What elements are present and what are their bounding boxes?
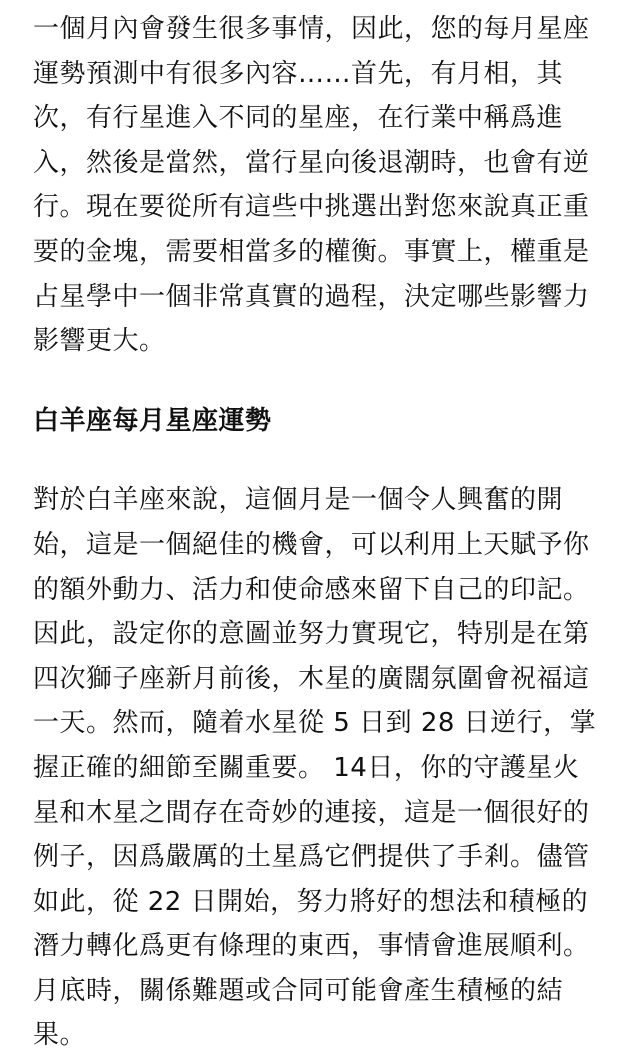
article-body xyxy=(33,0,598,1058)
aries-monthly-horoscope-heading: 白羊座每月星座運勢 xyxy=(33,405,272,436)
intro-paragraph: 一個月內會發生很多事情，因此，您的每月星座運勢預測中有很多內容……首先，有月相，其次，有行星進入不同的星座，在行業中稱爲進入，然後是當然，當行星向後退潮時，也會有逆行。現在要從所有這些中挑選出對您來說真正重要的金塊，需要相當多的權衡。事實上，權重是占星學中一個非常真實的過程，決定哪些影響力影響更大。 xyxy=(33,14,590,357)
aries-horoscope-paragraph: 對於白羊座來說，這個月是一個令人興奮的開始，這是一個絕佳的機會，可以利用上天賦予你的額外動力、活力和使命感來留下自己的印記。因此，設定你的意圖並努力實現它，特別是在第四次獅子座新月前後，木星的廣闊氛圍會祝福這一天。然而，隨着水星從 5 日到 28 日逆行，掌握正確的細節至關重要。 14日，你的守護星火星和木星之間存在奇妙的連接，這是一個很好的例子，因爲嚴厲的土星爲它們提供了手剎。儘管如此，從 22 日開始，努力將好的想法和積極的潛力轉化爲更有條理的東西，事情會進展順利。月底時，關係難題或合同可能會產生積極的結果。 xyxy=(33,485,597,1051)
